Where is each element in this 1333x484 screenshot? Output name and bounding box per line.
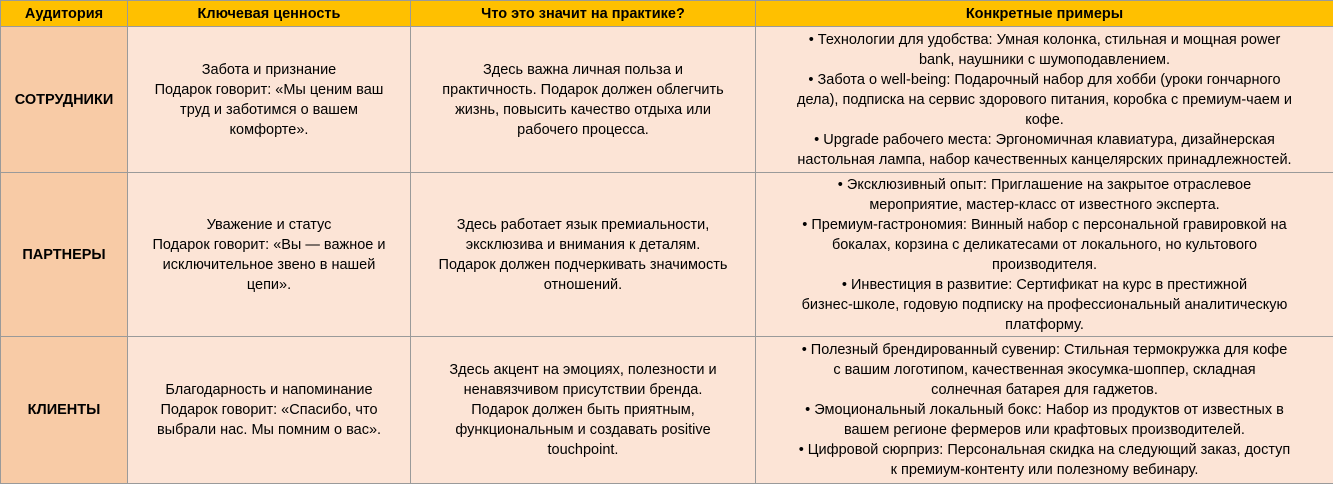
text-line: Подарок говорит: «Мы ценим ваш <box>132 80 406 100</box>
audience-cell: СОТРУДНИКИ <box>1 27 128 173</box>
text-line: бизнес-школе, годовую подписку на профессиональный аналитическую <box>760 295 1329 315</box>
practice-cell <box>411 337 756 484</box>
text-line: Здесь работает язык премиальности, <box>415 215 751 235</box>
text-line: Подарок говорит: «Спасибо, что <box>132 400 406 420</box>
text-line: труд и заботимся о вашем <box>132 100 406 120</box>
audience-cell: ПАРТНЕРЫ <box>1 173 128 337</box>
text-line: Здесь важна личная польза и <box>415 60 751 80</box>
text-line: • Забота о well-being: Подарочный набор для хобби (уроки гончарного <box>760 70 1329 90</box>
text-line: выбрали нас. Мы помним о вас». <box>132 420 406 440</box>
examples-cell <box>756 173 1333 337</box>
examples-cell <box>756 27 1333 173</box>
header-key-value: Ключевая ценность <box>128 1 411 27</box>
key-value-cell <box>128 27 411 173</box>
key-value-cell <box>128 337 411 484</box>
text-line: • Эксклюзивный опыт: Приглашение на закрытое отраслевое <box>760 175 1329 195</box>
text-line: Забота и признание <box>132 60 406 80</box>
text-line: отношений. <box>415 275 751 295</box>
text-line: цепи». <box>132 275 406 295</box>
text-line: комфорте». <box>132 120 406 140</box>
text-line: ненавязчивом присутствии бренда. <box>415 380 751 400</box>
header-row <box>1 1 1333 27</box>
text-line: жизнь, повысить качество отдыха или <box>415 100 751 120</box>
text-line: Подарок должен подчеркивать значимость <box>415 255 751 275</box>
text-line: производителя. <box>760 255 1329 275</box>
text-line: • Цифровой сюрприз: Персональная скидка на следующий заказ, доступ <box>760 440 1329 460</box>
text-line: настольная лампа, набор качественных канцелярских принадлежностей. <box>760 150 1329 170</box>
text-line: Подарок говорит: «Вы — важное и <box>132 235 406 255</box>
text-line: к премиум-контенту или полезному вебинару. <box>760 460 1329 480</box>
text-line: исключительное звено в нашей <box>132 255 406 275</box>
practice-cell <box>411 27 756 173</box>
text-line: функциональным и создавать positive <box>415 420 751 440</box>
text-line: bank, наушники с шумоподавлением. <box>760 50 1329 70</box>
text-line: • Upgrade рабочего места: Эргономичная клавиатура, дизайнерская <box>760 130 1329 150</box>
text-line: • Премиум-гастрономия: Винный набор с персональной гравировкой на <box>760 215 1329 235</box>
text-line: платформу. <box>760 315 1329 335</box>
key-value-cell <box>128 173 411 337</box>
text-line: • Технологии для удобства: Умная колонка, стильная и мощная power <box>760 30 1329 50</box>
text-line: • Инвестиция в развитие: Сертификат на курс в престижной <box>760 275 1329 295</box>
text-line: кофе. <box>760 110 1329 130</box>
text-line: бокалах, корзина с деликатесами от локального, но культового <box>760 235 1329 255</box>
header-audience: Аудитория <box>1 1 128 27</box>
examples-cell <box>756 337 1333 484</box>
text-line: практичность. Подарок должен облегчить <box>415 80 751 100</box>
text-line: • Полезный брендированный сувенир: Стильная термокружка для кофе <box>760 340 1329 360</box>
audience-cell: КЛИЕНТЫ <box>1 337 128 484</box>
text-line: Благодарность и напоминание <box>132 380 406 400</box>
text-line: рабочего процесса. <box>415 120 751 140</box>
practice-cell <box>411 173 756 337</box>
text-line: дела), подписка на сервис здорового питания, коробка с премиум-чаем и <box>760 90 1329 110</box>
text-line: Подарок должен быть приятным, <box>415 400 751 420</box>
text-line: эксклюзива и внимания к деталям. <box>415 235 751 255</box>
text-line: Уважение и статус <box>132 215 406 235</box>
text-line: мероприятие, мастер-класс от известного эксперта. <box>760 195 1329 215</box>
header-practice: Что это значит на практике? <box>411 1 756 27</box>
text-line: touchpoint. <box>415 440 751 460</box>
header-examples: Конкретные примеры <box>756 1 1333 27</box>
table-row <box>1 173 1333 337</box>
table-row <box>1 27 1333 173</box>
text-line: солнечная батарея для гаджетов. <box>760 380 1329 400</box>
text-line: вашем регионе фермеров или крафтовых производителей. <box>760 420 1329 440</box>
text-line: • Эмоциональный локальный бокс: Набор из продуктов от известных в <box>760 400 1329 420</box>
table-row <box>1 337 1333 484</box>
text-line: с вашим логотипом, качественная экосумка-шоппер, складная <box>760 360 1329 380</box>
text-line: Здесь акцент на эмоциях, полезности и <box>415 360 751 380</box>
